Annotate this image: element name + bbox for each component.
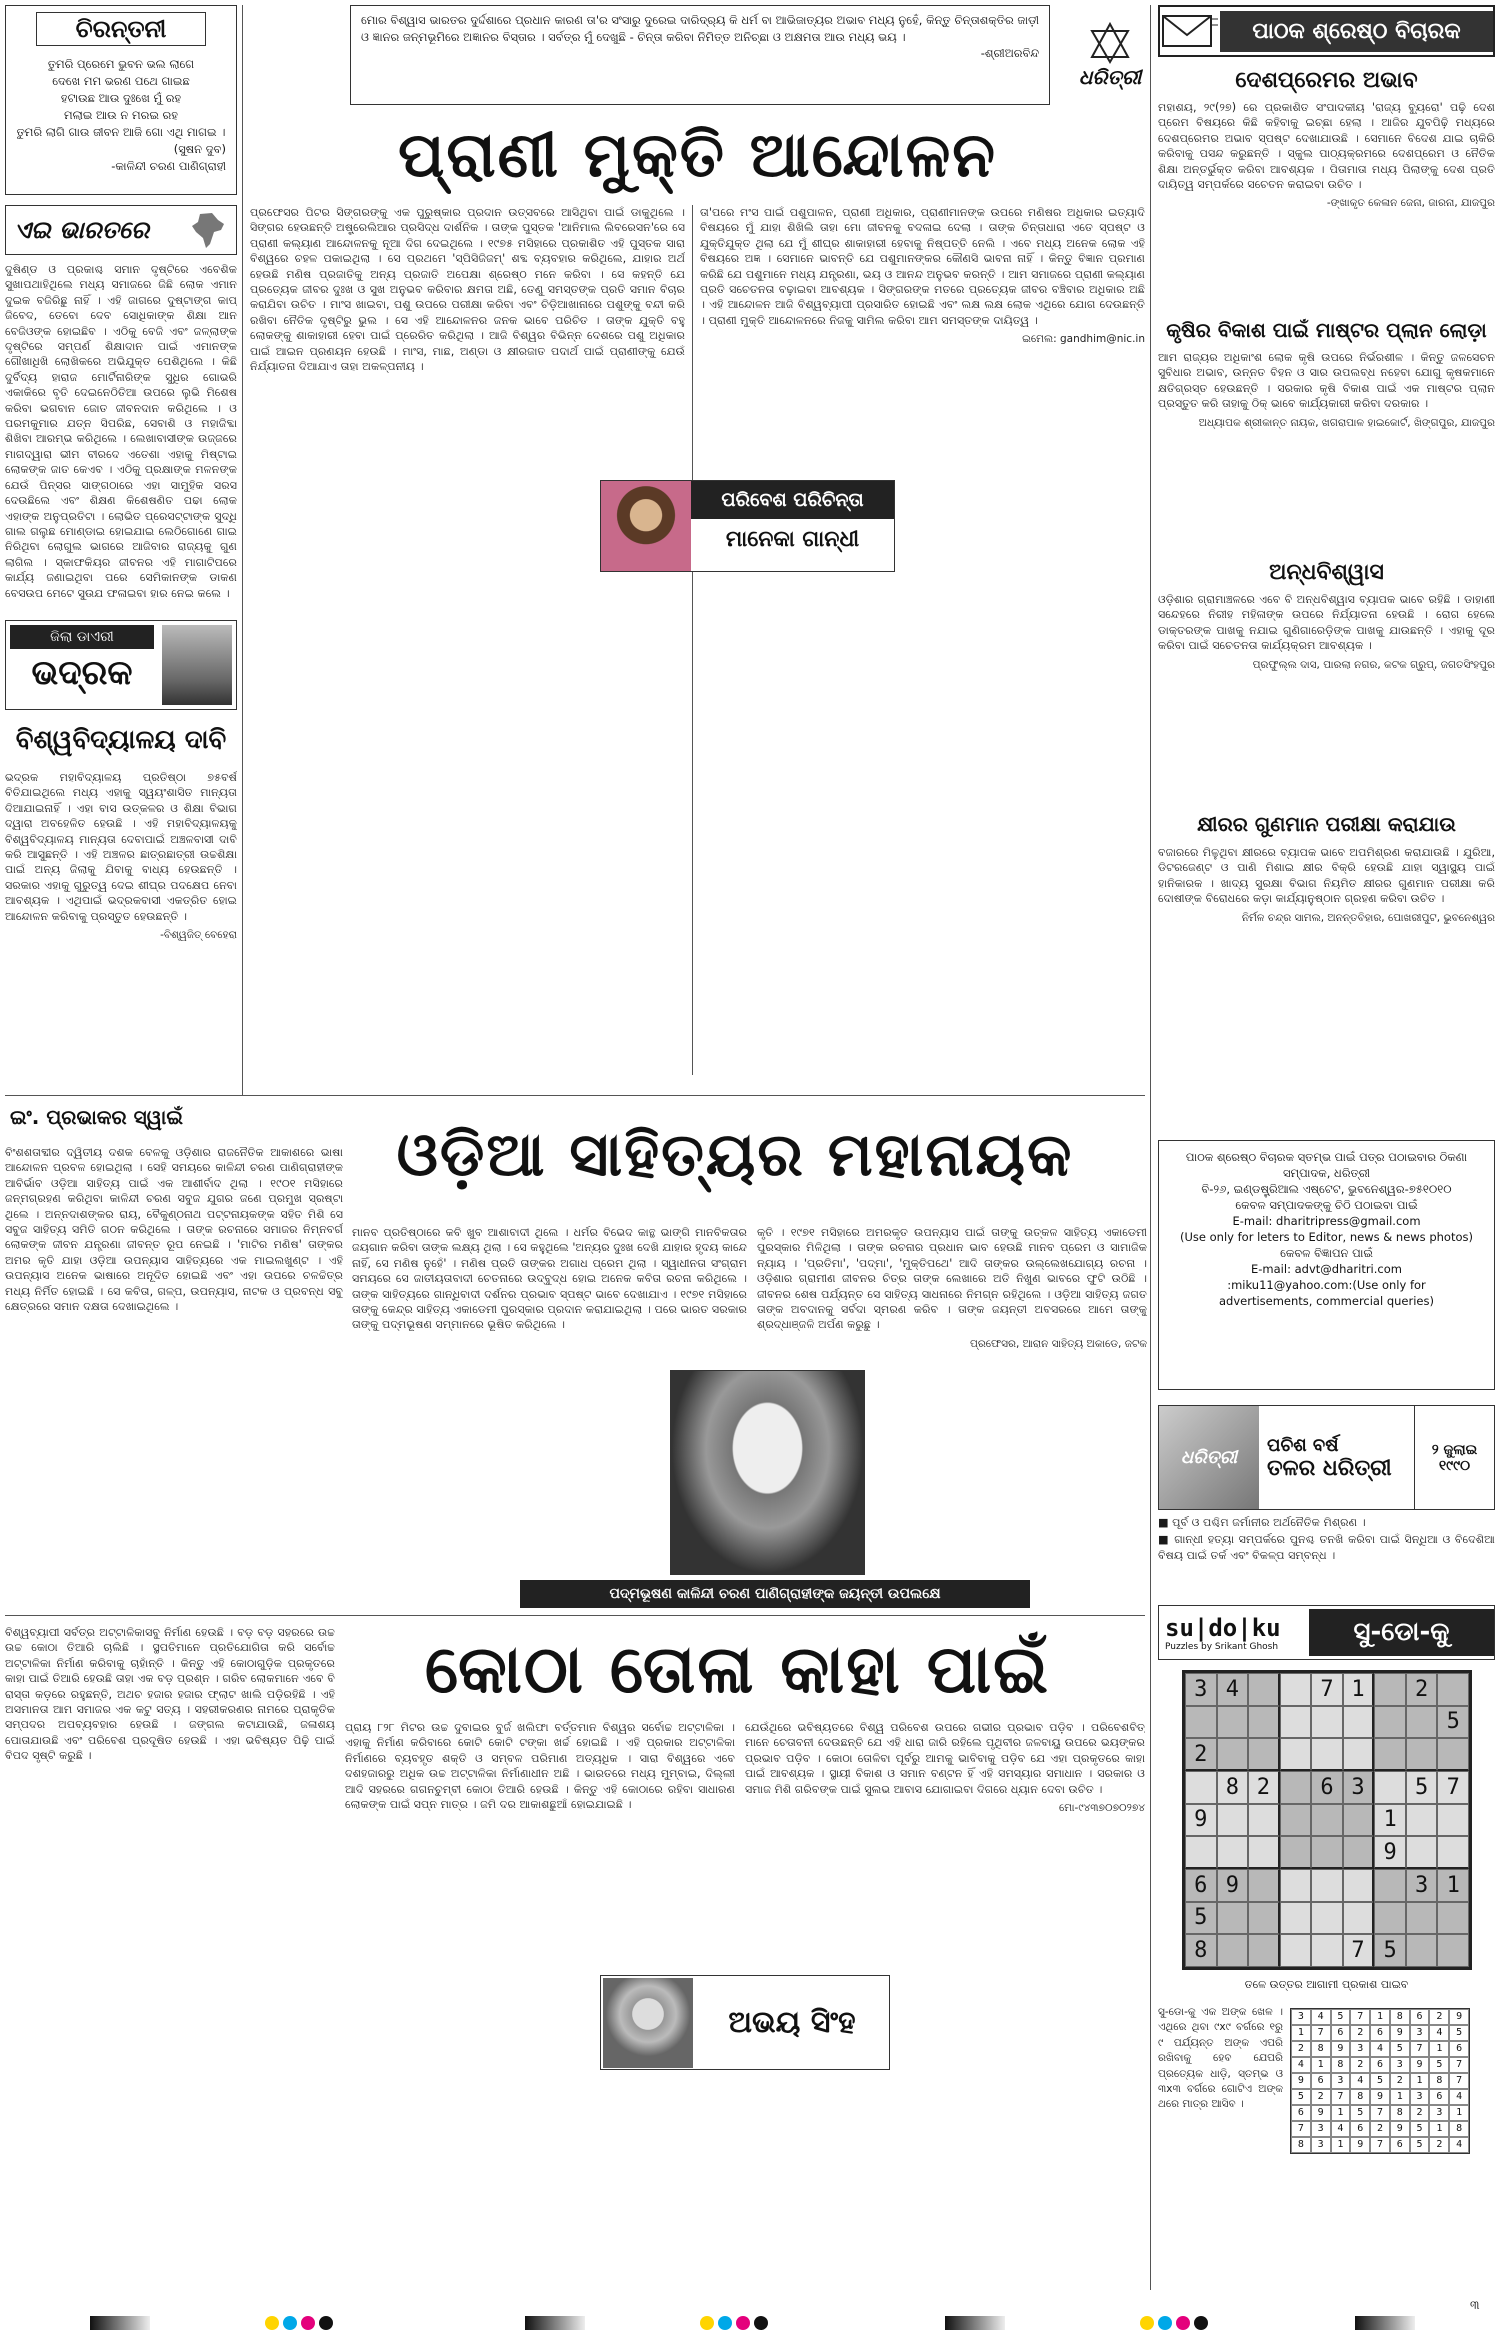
sudoku-cell[interactable]: 7: [1311, 1673, 1343, 1706]
solution-cell: 1: [1331, 2137, 1351, 2153]
solution-cell: 9: [1410, 2057, 1430, 2073]
reader-title: ପାଠକ ଶ୍ରେଷ୍ଠ ବିଚାରକ: [1220, 11, 1493, 52]
quote-text: ମୋର ବିଶ୍ୱାସ ଭାରତର ଦୁର୍ଦ୍ଦଶାରେ ପ୍ରଧାନ କାରଣ ତା'ର ସଂସାରୁ ଦୁରେଇ ଦାରିଦ୍ର୍ୟ କି ଧର୍ମ ବା ଆଭିଜାତ୍ୟର ଅଭାବ ମଧ୍ୟ ନୁହେଁ, କିନ୍ତୁ ଚିନ୍ତାଶକ୍ତିର ଜାଡ଼ୀ ଓ ଜ୍ଞାନର ଜନ୍ମଭୂମିରେ ଅଜ୍ଞାନର ବିସ୍ତାର । ସର୍ବତ୍ର ମୁଁ ଦେଖୁଛି - ଚିନ୍ତା କରିବା ନିମିତ୍ତ ଅନିଚ୍ଛା ଓ ଅକ୍ଷମତା ଆଉ ମଧ୍ୟ ଭୟ ।: [361, 13, 1039, 44]
sudoku-cell[interactable]: [1437, 1934, 1469, 1967]
chirantani-title: ଚିରନ୍ତନୀ: [36, 12, 206, 46]
letter3-text: [1158, 592, 1495, 802]
sudoku-cell[interactable]: [1217, 1738, 1249, 1771]
sudoku-cell[interactable]: [1280, 1738, 1312, 1771]
solution-cell: 5: [1429, 2057, 1449, 2073]
letter1-text: [1158, 100, 1495, 310]
star-icon: [1088, 21, 1132, 65]
solution-cell: 2: [1350, 2025, 1370, 2041]
solution-cell: 3: [1311, 2137, 1331, 2153]
contact-line: ପାଠକ ଶ୍ରେଷ୍ଠ ବିଚାରକ ସ୍ତମ୍ଭ ପାଇଁ ପତ୍ର ପଠାଇବାର ଠିକଣା: [1185, 1150, 1468, 1164]
letter4-head: କ୍ଷୀରର ଗୁଣମାନ ପରୀକ୍ଷା କରାଯାଉ: [1197, 812, 1456, 836]
sudoku-cell[interactable]: [1311, 1738, 1343, 1771]
solution-cell: 2: [1350, 2057, 1370, 2073]
sudoku-cell[interactable]: [1311, 1836, 1343, 1869]
contact-line: (Use only for leters to Editor, news & news photos): [1180, 1230, 1473, 1244]
solution-cell: 6: [1350, 2121, 1370, 2137]
solution-cell: 9: [1311, 2105, 1331, 2121]
zilla-sig: -ବିଶ୍ୱଜିତ୍ ବେହେରା: [160, 929, 237, 942]
sudoku-cell[interactable]: [1248, 1706, 1280, 1739]
sudoku-cell[interactable]: [1311, 1706, 1343, 1739]
registration-mark: [283, 2316, 297, 2330]
poem-line: ହଟାଉଛ ଆଉ ଦୁଃଖେ ମୁଁ ରହ: [60, 91, 182, 105]
registration-bar: [1355, 2316, 1415, 2330]
solution-cell: 4: [1449, 2089, 1469, 2105]
letter2-head: କୃଷିର ବିକାଶ ପାଇଁ ମାଷ୍ଟର ପ୍ଲାନ ଲୋଡ଼ା: [1166, 318, 1487, 342]
bottom-col1: [5, 1625, 335, 2285]
sudoku-cell[interactable]: 9: [1217, 1869, 1249, 1902]
masthead-logo: [1060, 5, 1160, 105]
solution-cell: 8: [1390, 2105, 1410, 2121]
anniversary-item: ■ ପୂର୍ବ ଓ ପଶ୍ଚିମ ଜର୍ମାନୀର ଅର୍ଥନୈତିକ ମିଶ୍ରଣ ।: [1158, 1516, 1366, 1529]
solution-cell: 8: [1390, 2009, 1410, 2025]
sudoku-grid: [1182, 1670, 1472, 1970]
registration-mark: [1176, 2316, 1190, 2330]
solution-cell: 7: [1370, 2105, 1390, 2121]
india-map-icon: [188, 210, 228, 250]
sudoku-cell[interactable]: 8: [1185, 1934, 1217, 1967]
editorial-author: ମାନେକା ଗାନ୍ଧୀ: [725, 527, 860, 552]
quote-box: [350, 5, 1050, 105]
feature-author: ଇଂ. ପ୍ରଭାକର ସ୍ୱାଇଁ: [10, 1105, 184, 1129]
solution-cell: 7: [1331, 2089, 1351, 2105]
poem-line: ତୁମରି ପ୍ରେମେ ଭୁବନ ଭଲ ଲାଗେ: [47, 57, 195, 71]
solution-cell: 7: [1370, 2137, 1390, 2153]
registration-mark: [754, 2316, 768, 2330]
solution-cell: 5: [1390, 2041, 1410, 2057]
solution-cell: 5: [1291, 2089, 1311, 2105]
sudoku-cell[interactable]: [1437, 1673, 1469, 1706]
letter2-body: ଆମ ରାଜ୍ୟର ଅଧିକାଂଶ ଲୋକ କୃଷି ଉପରେ ନିର୍ଭରଶୀଳ । କିନ୍ତୁ ଜଳସେଚନ ସୁବିଧାର ଅଭାବ, ଉନ୍ନତ ବିହନ ଓ ସାର ଉପଲବ୍ଧ ନହେବା ଯୋଗୁ କୃଷକମାନେ କ୍ଷତିଗ୍ରସ୍ତ ହେଉଛନ୍ତି । ସରକାର କୃଷି ବିକାଶ ପାଇଁ ଏକ ମାଷ୍ଟର ପ୍ଲାନ ପ୍ରସ୍ତୁତ କରି ତାହାକୁ ଠିକ୍ ଭାବେ କାର୍ଯ୍ୟକାରୀ କରିବା ଦରକାର ।: [1158, 351, 1495, 411]
solution-cell: 9: [1331, 2041, 1351, 2057]
sudoku-cell[interactable]: 7: [1437, 1771, 1469, 1804]
sudoku-howto: [1158, 2005, 1283, 2285]
solution-cell: 4: [1370, 2041, 1390, 2057]
sudoku-title: ସୁ-ଡୋ-କୁ: [1309, 1609, 1494, 1656]
advt-email-2[interactable]: :miku11@yahoo.com:(Use only for: [1227, 1278, 1426, 1292]
solution-cell: 1: [1370, 2009, 1390, 2025]
sudoku-cell[interactable]: [1280, 1673, 1312, 1706]
ei-bharat-text: [5, 262, 237, 612]
sudoku-cell[interactable]: [1185, 1771, 1217, 1804]
sudoku-cell[interactable]: [1280, 1836, 1312, 1869]
solution-cell: 6: [1370, 2025, 1390, 2041]
solution-cell: 6: [1311, 2073, 1331, 2089]
solution-cell: 9: [1291, 2073, 1311, 2089]
solution-cell: 4: [1350, 2073, 1370, 2089]
sudoku-cell[interactable]: [1280, 1771, 1312, 1804]
letter4-body: ବଜାରରେ ମିଳୁଥିବା କ୍ଷୀରରେ ବ୍ୟାପକ ଭାବେ ଅପମିଶ୍ରଣ କରାଯାଉଛି । ଯୁରିଆ, ଡିଟରଜେଣ୍ଟ ଓ ପାଣି ମିଶାଇ କ୍ଷୀର ବିକ୍ରି ହେଉଛି ଯାହା ସ୍ୱାସ୍ଥ୍ୟ ପାଇଁ ହାନିକାରକ । ଖାଦ୍ୟ ସୁରକ୍ଷା ବିଭାଗ ନିୟମିତ କ୍ଷୀରର ଗୁଣମାନ ପରୀକ୍ଷା କରି ଦୋଷୀଙ୍କ ବିରୋଧରେ କଡ଼ା କାର୍ଯ୍ୟାନୁଷ୍ଠାନ ଗ୍ରହଣ କରିବା ଉଚିତ ।: [1158, 846, 1495, 906]
anniversary-item-text: ଗାନ୍ଧୀ ହତ୍ୟା ସମ୍ପର୍କରେ ପୁନଶ୍ଚ ତନଖି କରିବା ପାଇଁ ସିନ୍ଧିଆ ଓ ବିଦେଶିଆ ବିଷୟ ପାଇଁ ତର୍କ ଏବଂ ବିକଳ୍ପ ସମ୍ବନ୍ଧ ।: [1158, 1533, 1495, 1562]
solution-cell: 4: [1311, 2009, 1331, 2025]
sudoku-cell[interactable]: [1248, 1934, 1280, 1967]
sudoku-cell[interactable]: 4: [1217, 1673, 1249, 1706]
registration-mark: [265, 2316, 279, 2330]
contact-line: ସମ୍ପାଦକ, ଧରିତ୍ରୀ: [1283, 1166, 1370, 1180]
solution-cell: 3: [1331, 2073, 1351, 2089]
sudoku-cell[interactable]: [1280, 1804, 1312, 1837]
solution-cell: 8: [1350, 2089, 1370, 2105]
sudoku-cell[interactable]: [1437, 1902, 1469, 1935]
anniversary-t2: ତଳର ଧରିତ୍ରୀ: [1267, 1455, 1392, 1481]
letter1-sig: -ଙ୍ଖାକୃତ କେଳାନ ଜେନା, ଜାରନା, ଯାଜପୁର: [1326, 197, 1495, 210]
solution-cell: 7: [1449, 2073, 1469, 2089]
sudoku-cell[interactable]: [1280, 1706, 1312, 1739]
solution-cell: 2: [1429, 2137, 1449, 2153]
solution-cell: 4: [1291, 2057, 1311, 2073]
sudoku-cell[interactable]: [1437, 1738, 1469, 1771]
sudoku-cell[interactable]: [1374, 1706, 1406, 1739]
letter2-sig: ଅଧ୍ୟାପକ ଶ୍ରୀକାନ୍ତ ନାୟକ, ଖଗରାପାଳ ହାଇକୋର୍ଟ, ଖିଙ୍ଗପୁର, ଯାଜପୁର: [1198, 416, 1495, 429]
bottom-headline: କୋଠା ତୋଳା କାହା ପାଇଁ: [424, 1630, 1051, 1708]
anniversary-box: [1158, 1405, 1495, 1510]
poem-author: -କାଳିନ୍ଦୀ ଚରଣ ପାଣିଗ୍ରାହୀ: [111, 159, 226, 173]
sudoku-cell[interactable]: 2: [1248, 1771, 1280, 1804]
solution-cell: 4: [1331, 2121, 1351, 2137]
sudoku-cell[interactable]: [1185, 1836, 1217, 1869]
solution-cell: 3: [1429, 2105, 1449, 2121]
sudoku-cell[interactable]: [1248, 1804, 1280, 1837]
sudoku-cell[interactable]: [1343, 1804, 1375, 1837]
feature-headline: ଓଡ଼ିଆ ସାହିତ୍ୟର ମହାନାୟକ: [396, 1120, 1074, 1190]
sudoku-cell[interactable]: 2: [1185, 1738, 1217, 1771]
solution-cell: 5: [1449, 2025, 1469, 2041]
sudoku-cell[interactable]: 1: [1343, 1673, 1375, 1706]
quote-author: -ଶ୍ରୀଅରବିନ୍ଦ: [980, 46, 1039, 60]
sudoku-cell[interactable]: 3: [1406, 1869, 1438, 1902]
solution-cell: 2: [1291, 2041, 1311, 2057]
zilla-diary-box: [5, 620, 237, 710]
solution-cell: 3: [1311, 2121, 1331, 2137]
letter4-text: [1158, 845, 1495, 1135]
editorial-email-value[interactable]: gandhim@nic.in: [1060, 333, 1145, 346]
editorial-headline: ପ୍ରାଣୀ ମୁକ୍ତି ଆନ୍ଦୋଳନ: [397, 118, 998, 191]
sudoku-solution-grid: [1290, 2008, 1470, 2154]
sudoku-cell[interactable]: 5: [1437, 1706, 1469, 1739]
sudoku-cell[interactable]: 5: [1185, 1902, 1217, 1935]
contact-line: କେବଳ ସମ୍ପାଦକଙ୍କୁ ଚିଠି ପଠାଇବା ପାଇଁ: [1235, 1198, 1418, 1212]
bottom-sig: ମୋ-୯୪୩୭୦୭୦୨୭୪: [1059, 1802, 1145, 1815]
registration-mark: [301, 2316, 315, 2330]
solution-cell: 3: [1350, 2041, 1370, 2057]
sudoku-answer-note: ତଳେ ଉତ୍ତର ଆଗାମୀ ପ୍ରକାଶ ପାଇବ: [1244, 1978, 1409, 1991]
sudoku-cell[interactable]: [1374, 1771, 1406, 1804]
poem-line: ଦେଖେ ମମ ଭରଣ ପଥେ ଗାଇଛ: [52, 74, 190, 88]
sudoku-cell[interactable]: 6: [1311, 1771, 1343, 1804]
registration-mark: [1158, 2316, 1172, 2330]
sudoku-cell[interactable]: [1248, 1836, 1280, 1869]
editor-email[interactable]: E-mail: dharitripress@gmail.com: [1232, 1214, 1421, 1228]
sudoku-cell[interactable]: [1217, 1706, 1249, 1739]
editorial-col1-text: ପ୍ରଫେସର ପିଟର ସିଙ୍ଗରଙ୍କୁ ଏକ ପୁରୁଷ୍କାର ପ୍ରଦାନ ଉତ୍ସବରେ ଆସିଥିବା ପାଇଁ ଡାକୁଥିଲେ । ସିଙ୍ଗର ହେଉଛନ୍ତି ଅଷ୍ଟ୍ରେଲିଆର ପ୍ରସିଦ୍ଧ ଦାର୍ଶନିକ । ତାଙ୍କ ପୁସ୍ତକ 'ଆନିମାଲ ଲିବରେସନ'ରେ ସେ ପ୍ରାଣୀ କଲ୍ୟାଣ ଆନ୍ଦୋଳନକୁ ନୂଆ ଦିଗ ଦେଇଥିଲେ । ୧୯୭୫ ମସିହାରେ ପ୍ରକାଶିତ ଏହି ପୁସ୍ତକ ସାରା ବିଶ୍ୱରେ ଚହଳ ପକାଇଥିଲା । ସେ ପ୍ରଥମେ 'ସ୍ପିସିଜିଜମ୍' ଶବ୍ଦ ବ୍ୟବହାର କରିଥିଲେ, ଯାହାର ଅର୍ଥ ହେଉଛି ମଣିଷ ପ୍ରଜାତିକୁ ଅନ୍ୟ ପ୍ରଜାତି ଅପେକ୍ଷା ଶ୍ରେଷ୍ଠ ମନେ କରିବା । ସେ କହନ୍ତି ଯେ ପ୍ରତ୍ୟେକ ଜୀବର ଦୁଃଖ ଓ ସୁଖ ଅନୁଭବ କରିବାର କ୍ଷମତା ଅଛି, ତେଣୁ ସମସ୍ତଙ୍କ ପ୍ରତି ସମାନ ବିଚାର କରାଯିବା ଉଚିତ । ମାଂସ ଖାଇବା, ପଶୁ ଉପରେ ପରୀକ୍ଷା କରିବା ଏବଂ ଚିଡ଼ିଆଖାନାରେ ପଶୁଙ୍କୁ ବନ୍ଦୀ କରି ରଖିବା ନୈତିକ ଦୃଷ୍ଟିରୁ ଭୁଲ । ସେ ଏହି ଆନ୍ଦୋଳନର ଜନକ ଭାବେ ପରିଚିତ । ତାଙ୍କ ଯୁକ୍ତି ବହୁ ଲୋକଙ୍କୁ ଶାକାହାରୀ ହେବା ପାଇଁ ପ୍ରେରିତ କରିଥିଲା । ଆଜି ବିଶ୍ୱର ବିଭିନ୍ନ ଦେଶରେ ପଶୁ ଅଧିକାର ପାଇଁ ଆଇନ ପ୍ରଣୟନ ହେଉଛି । ମାଂସ, ମାଛ, ଅଣ୍ଡା ଓ କ୍ଷୀରଜାତ ପଦାର୍ଥ ପାଇଁ ପ୍ରାଣୀଙ୍କୁ ଯେଉଁ ନିର୍ଯ୍ୟାତନା ଦିଆଯାଏ ତାହା ଅକଳ୍ପନୀୟ ।: [250, 206, 685, 374]
solution-cell: 7: [1350, 2009, 1370, 2025]
solution-cell: 5: [1410, 2137, 1430, 2153]
sudoku-cell[interactable]: 9: [1374, 1836, 1406, 1869]
sudoku-cell[interactable]: [1343, 1706, 1375, 1739]
sudoku-cell[interactable]: 5: [1406, 1771, 1438, 1804]
solution-cell: 7: [1311, 2025, 1331, 2041]
sudoku-cell[interactable]: [1374, 1738, 1406, 1771]
registration-mark: [736, 2316, 750, 2330]
solution-cell: 6: [1370, 2057, 1390, 2073]
anniversary-brand: [1159, 1406, 1259, 1509]
contact-line: advertisements, commercial queries): [1219, 1294, 1434, 1308]
letter1-head: ଦେଶପ୍ରେମର ଅଭାବ: [1235, 68, 1418, 93]
solution-cell: 6: [1410, 2009, 1430, 2025]
contact-line: କେବଳ ବିଜ୍ଞାପନ ପାଇଁ: [1280, 1246, 1373, 1260]
solution-cell: 1: [1311, 2057, 1331, 2073]
solution-cell: 6: [1291, 2105, 1311, 2121]
poem-line: ତୁମରି ଲାଗି ଗାଉ ଜୀବନ ଆଜି ଗୋ ଏଥି ମାଗଇ ।: [16, 125, 226, 139]
solution-cell: 4: [1429, 2025, 1449, 2041]
solution-cell: 5: [1370, 2073, 1390, 2089]
solution-cell: 1: [1291, 2025, 1311, 2041]
solution-cell: 3: [1291, 2009, 1311, 2025]
solution-cell: 9: [1449, 2009, 1469, 2025]
sudoku-byline: Puzzles by Srikant Ghosh: [1165, 1641, 1279, 1652]
anniversary-brand-text: ଧରିତ୍ରୀ: [1180, 1447, 1238, 1468]
sudoku-cell[interactable]: [1217, 1804, 1249, 1837]
solution-cell: 1: [1449, 2105, 1469, 2121]
sudoku-cell[interactable]: [1374, 1902, 1406, 1935]
sudoku-cell[interactable]: 8: [1217, 1771, 1249, 1804]
sudoku-cell[interactable]: [1437, 1836, 1469, 1869]
editorial-col2-text: ତା'ପରେ ମଂସ ପାଇଁ ପଶୁପାଳନ, ପ୍ରାଣୀ ଅଧିକାର, ପ୍ରାଣୀମାନଙ୍କ ଉପରେ ମଣିଷର ଅଧିକାର ଇତ୍ୟାଦି ବିଷୟରେ ମୁଁ ଯାହା ଶିଖିଲି ତାହା ମୋ ଜୀବନକୁ ବଦଳାଇ ଦେଲା । ତାଙ୍କ ଚିନ୍ତାଧାରା ଏତେ ସ୍ପଷ୍ଟ ଓ ଯୁକ୍ତିଯୁକ୍ତ ଥିଲା ଯେ ମୁଁ ଶୀଘ୍ର ଶାକାହାରୀ ହେବାକୁ ନିଷ୍ପତ୍ତି ନେଲି । ଏବେ ମଧ୍ୟ ଅନେକ ଲୋକ ଏହି ବିଷୟରେ ଅଜ୍ଞ । ସେମାନେ ଭାବନ୍ତି ଯେ ପଶୁମାନଙ୍କର କୌଣସି ଭାବନା ନାହିଁ । କିନ୍ତୁ ବିଜ୍ଞାନ ପ୍ରମାଣ କରିଛି ଯେ ପଶୁମାନେ ମଧ୍ୟ ଯନ୍ତ୍ରଣା, ଭୟ ଓ ଆନନ୍ଦ ଅନୁଭବ କରନ୍ତି । ଆମ ସମାଜରେ ପ୍ରାଣୀ କଲ୍ୟାଣ ପ୍ରତି ସଚେତନତା ବଢ଼ାଇବା ଆବଶ୍ୟକ । ସିଙ୍ଗରଙ୍କ ମତରେ ପ୍ରତ୍ୟେକ ଜୀବର ବଞ୍ଚିବାର ଅଧିକାର ଅଛି । ଏହି ଆନ୍ଦୋଳନ ଆଜି ବିଶ୍ୱବ୍ୟାପୀ ପ୍ରସାରିତ ହୋଇଛି ଏବଂ ଲକ୍ଷ ଲକ୍ଷ ଲୋକ ଏଥିରେ ଯୋଗ ଦେଉଛନ୍ତି । ପ୍ରାଣୀ ମୁକ୍ତି ଆନ୍ଦୋଳନରେ ନିଜକୁ ସାମିଲ କରିବା ଆମ ସମସ୍ତଙ୍କ ଦାୟିତ୍ୱ ।: [700, 206, 1145, 327]
advt-email[interactable]: E-mail: advt@dharitri.com: [1251, 1262, 1402, 1276]
solution-cell: 1: [1390, 2089, 1410, 2105]
envelope-icon: [1160, 11, 1220, 51]
sudoku-cell[interactable]: [1343, 1869, 1375, 1902]
author-photo: [601, 481, 691, 571]
solution-cell: 2: [1410, 2105, 1430, 2121]
sudoku-cell[interactable]: [1311, 1804, 1343, 1837]
sudoku-cell[interactable]: [1217, 1836, 1249, 1869]
sudoku-cell[interactable]: [1437, 1804, 1469, 1837]
solution-cell: 8: [1291, 2137, 1311, 2153]
letter3-body: ଓଡ଼ିଶାର ଗ୍ରାମାଞ୍ଚଳରେ ଏବେ ବି ଅନ୍ଧବିଶ୍ୱାସ ବ୍ୟାପକ ଭାବେ ରହିଛି । ଡାହାଣୀ ସନ୍ଦେହରେ ନିରୀହ ମହିଳାଙ୍କ ଉପରେ ନିର୍ଯ୍ୟାତନା ହେଉଛି । ରୋଗ ହେଲେ ଡାକ୍ତରଙ୍କ ପାଖକୁ ନଯାଇ ଗୁଣିଗାରେଡ଼ିଙ୍କ ପାଖକୁ ଯାଉଛନ୍ତି । ଏହାକୁ ଦୂର କରିବା ପାଇଁ ସଚେତନତା କାର୍ଯ୍ୟକ୍ରମ ଆବଶ୍ୟକ ।: [1158, 593, 1495, 653]
feature-sig: ପ୍ରଫେସର, ଆରାନ ସାହିତ୍ୟ ଅକାଡେ, ଜଟକ: [969, 1337, 1147, 1350]
poem-line: ମଲାଇ ଆଉ ନ ମରଇ ରହ: [64, 108, 178, 122]
solution-cell: 1: [1429, 2121, 1449, 2137]
sudoku-cell[interactable]: 3: [1343, 1771, 1375, 1804]
editorial-col2: [700, 205, 1145, 1075]
anniversary-item: ■ ଗାନ୍ଧୀ ହତ୍ୟା ସମ୍ପର୍କରେ ପୁନଶ୍ଚ ତନଖି କରିବା ପାଇଁ ସିନ୍ଧିଆ ଓ ବିଦେଶିଆ ବିଷୟ ପାଇଁ ତର୍କ ଏବଂ ବିକଳ୍ପ ସମ୍ବନ୍ଧ ।: [1158, 1533, 1495, 1562]
temple-photo: [162, 625, 232, 705]
solution-cell: 6: [1429, 2089, 1449, 2105]
poem-attribution: (ସୁଷନ ଦୁବ): [173, 142, 226, 156]
reader-header: [1158, 5, 1495, 57]
district-name: ଭଦ୍ରକ: [31, 653, 133, 693]
solution-cell: 5: [1410, 2121, 1430, 2137]
solution-cell: 1: [1410, 2073, 1430, 2089]
sudoku-header: [1158, 1605, 1495, 1660]
editorial-email: ଇମେଲ: gandhim@nic.in: [1022, 333, 1145, 346]
sudoku-cell[interactable]: 2: [1406, 1673, 1438, 1706]
solution-cell: 1: [1429, 2041, 1449, 2057]
letter2-text: [1158, 350, 1495, 550]
solution-cell: 4: [1449, 2137, 1469, 2153]
editorial-col1: [250, 205, 685, 1075]
column-badge: [600, 480, 895, 572]
registration-mark: [718, 2316, 732, 2330]
letter3-sig: ପ୍ରଫୁଲ୍ଲ ଦାସ, ପାରଲା ନଗର, କଟକ ଗ୍ରୁପ୍, ଜଗତସିଂହପୁର: [1252, 658, 1495, 671]
solution-cell: 5: [1350, 2105, 1370, 2121]
sudoku-cell[interactable]: [1248, 1673, 1280, 1706]
masthead-brand: ଧରିତ୍ରୀ: [1078, 65, 1142, 89]
sudoku-cell[interactable]: [1406, 1836, 1438, 1869]
sudoku-cell[interactable]: [1280, 1934, 1312, 1967]
solution-cell: 6: [1390, 2137, 1410, 2153]
sudoku-cell[interactable]: [1280, 1902, 1312, 1935]
sudoku-cell[interactable]: [1280, 1869, 1312, 1902]
solution-cell: 6: [1331, 2025, 1351, 2041]
sudoku-cell[interactable]: [1374, 1673, 1406, 1706]
sudoku-cell[interactable]: 1: [1437, 1869, 1469, 1902]
registration-mark: [319, 2316, 333, 2330]
sudoku-cell[interactable]: [1406, 1804, 1438, 1837]
bottom-col1-text: ବିଶ୍ୱବ୍ୟାପୀ ସର୍ବତ୍ର ଅଟ୍ଟାଳିକାସବୁ ନିର୍ମାଣ ହେଉଛି । ବଡ଼ ବଡ଼ ସହରରେ ଉଚ୍ଚ ଉଚ୍ଚ କୋଠା ତିଆରି ଚାଲିଛି । ସ୍ଥପତିମାନେ ପ୍ରତିଯୋଗିତା କରି ସର୍ବୋଚ୍ଚ ଅଟ୍ଟାଳିକା ନିର୍ମାଣ କରିବାକୁ ଚାହାଁନ୍ତି । କିନ୍ତୁ ଏହି କୋଠାଗୁଡ଼ିକ ପ୍ରକୃତରେ କାହା ପାଇଁ ତିଆରି ହେଉଛି ତାହା ଏକ ବଡ଼ ପ୍ରଶ୍ନ । ଗରିବ ଲୋକମାନେ ଏବେ ବି ରାସ୍ତା କଡ଼ରେ ରହୁଛନ୍ତି, ଅଥଚ ହଜାର ହଜାର ଫ୍ଲାଟ ଖାଲି ପଡ଼ିରହିଛି । ଏହି ଅସମାନତା ଆମ ସମାଜର ଏକ କଟୁ ସତ୍ୟ । ସହରୀକରଣର ନାମରେ ପ୍ରାକୃତିକ ସମ୍ପଦର ଅପବ୍ୟବହାର ହେଉଛି । ଜଙ୍ଗଲ କଟାଯାଉଛି, ଜଳାଶୟ ପୋତାଯାଉଛି ଏବଂ ପରିବେଶ ପ୍ରଦୂଷିତ ହେଉଛି । ଏହା ଭବିଷ୍ୟତ ପିଢ଼ି ପାଇଁ ବିପଦ ସୃଷ୍ଟି କରୁଛି ।: [5, 1626, 335, 1763]
registration-mark: [1194, 2316, 1208, 2330]
page-number: ୩: [1470, 2298, 1480, 2312]
contact-line: ବି-୨୬, ଇଣ୍ଡଷ୍ଟ୍ରିଆଲ ଏଷ୍ଟେଟ, ଭୁବନେଶ୍ୱର-୭୫୧୦୧୦: [1201, 1182, 1452, 1196]
sudoku-cell[interactable]: [1248, 1902, 1280, 1935]
solution-cell: 3: [1410, 2089, 1430, 2105]
solution-cell: 7: [1291, 2121, 1311, 2137]
solution-cell: 3: [1390, 2057, 1410, 2073]
solution-cell: 9: [1390, 2121, 1410, 2137]
contact-box: [1158, 1140, 1495, 1390]
sudoku-cell[interactable]: [1343, 1836, 1375, 1869]
bottom-author: ଅଭୟ ସିଂହ: [728, 2005, 856, 2040]
sudoku-logo: su|do|ku: [1165, 1613, 1281, 1642]
sudoku-cell[interactable]: [1311, 1869, 1343, 1902]
sudoku-cell[interactable]: [1217, 1934, 1249, 1967]
solution-cell: 1: [1331, 2105, 1351, 2121]
letter4-sig: ନିର୍ମଳ ଚନ୍ଦ୍ର ସାମଲ, ଅନନ୍ତବିହାର, ପୋଖରୀପୁଟ, ଭୁବନେଶ୍ୱର: [1241, 911, 1495, 924]
sudoku-cell[interactable]: [1343, 1902, 1375, 1935]
solution-cell: 2: [1429, 2009, 1449, 2025]
sudoku-cell[interactable]: [1406, 1738, 1438, 1771]
solution-cell: 8: [1311, 2041, 1331, 2057]
registration-bar: [90, 2316, 150, 2330]
solution-cell: 7: [1449, 2057, 1469, 2073]
feature-col2-text: ମାନବ ପ୍ରତିଷ୍ଠାରେ କବି ଖୁବ ଆଶାବାଦୀ ଥିଲେ । ଧର୍ମର ବିଭେଦ କାନ୍ଥ ଭାଙ୍ଗି ମାନବିକତାର ଜୟଗାନ କରିବା ତାଙ୍କ ଲକ୍ଷ୍ୟ ଥିଲା । ସେ କହୁଥିଲେ 'ଅନ୍ୟର ଦୁଃଖ ଦେଖି ଯାହାର ହୃଦୟ କାନ୍ଦେ ନାହିଁ, ସେ ମଣିଷ ନୁହେଁ' । ମଣିଷ ପ୍ରତି ତାଙ୍କର ଅଗାଧ ପ୍ରେମ ଥିଲା । ସ୍ୱାଧୀନତା ସଂଗ୍ରାମ ସମୟରେ ସେ ଜାତୀୟତାବାଦୀ ଚେତନାରେ ଉଦ୍ବୁଦ୍ଧ ହୋଇ ଅନେକ କବିତା ରଚନା କରିଥିଲେ । ତାଙ୍କ ସାହିତ୍ୟରେ ଗାନ୍ଧିବାଦୀ ଦର୍ଶନର ପ୍ରଭାବ ସ୍ପଷ୍ଟ ଭାବେ ଦେଖାଯାଏ । ୧୯୭୧ ମସିହାରେ ତାଙ୍କୁ କେନ୍ଦ୍ର ସାହିତ୍ୟ ଏକାଡେମୀ ପୁରସ୍କାର ପ୍ରଦାନ କରାଯାଇଥିଲା । ପରେ ଭାରତ ସରକାର ତାଙ୍କୁ ପଦ୍ମଭୂଷଣ ସମ୍ମାନରେ ଭୂଷିତ କରିଥିଲେ ।: [352, 1226, 747, 1332]
solution-cell: 7: [1410, 2041, 1430, 2057]
solution-cell: 8: [1449, 2121, 1469, 2137]
anniversary-items: [1158, 1515, 1495, 1595]
sudoku-cell[interactable]: 3: [1185, 1673, 1217, 1706]
sudoku-cell[interactable]: [1185, 1706, 1217, 1739]
zilla-headline: ବିଶ୍ୱବିଦ୍ୟାଳୟ ଦାବି: [15, 725, 227, 755]
sudoku-cell[interactable]: [1406, 1706, 1438, 1739]
feature-col1-text: ବିଂଶଶତାବ୍ଦୀର ଦ୍ୱିତୀୟ ଦଶକ ବେଳକୁ ଓଡ଼ିଶାର ରାଜନୈତିକ ଆକାଶରେ ଭାଷା ଆନ୍ଦୋଳନ ପ୍ରବଳ ହୋଇଥିଲା । ସେହି ସମୟରେ କାଳିନ୍ଦୀ ଚରଣ ପାଣିଗ୍ରାହୀଙ୍କ ଆବିର୍ଭାବ ଓଡ଼ିଆ ସାହିତ୍ୟ ପାଇଁ ଏକ ଆଶୀର୍ବାଦ ଥିଲା । ୧୯୦୧ ମସିହାରେ ଜନ୍ମଗ୍ରହଣ କରିଥିବା କାଳିନ୍ଦୀ ଚରଣ ସବୁଜ ଯୁଗର ଜଣେ ପ୍ରମୁଖ ସ୍ରଷ୍ଟା ଥିଲେ । ଅନ୍ନଦାଶଙ୍କର ରାୟ, ବୈକୁଣ୍ଠନାଥ ପଟ୍ଟନାୟକଙ୍କ ସହିତ ମିଶି ସେ ସବୁଜ ସାହିତ୍ୟ ସମିତି ଗଠନ କରିଥିଲେ । ତାଙ୍କ ରଚନାରେ ସମାଜର ନିମ୍ନବର୍ଗ ଲୋକଙ୍କ ଜୀବନ ଯନ୍ତ୍ରଣା ଜୀବନ୍ତ ରୂପ ନେଇଛି । 'ମାଟିର ମଣିଷ' ତାଙ୍କର ଅମର କୃତି ଯାହା ଓଡ଼ିଆ ଉପନ୍ୟାସ ସାହିତ୍ୟରେ ଏକ ମାଇଲଖୁଣ୍ଟ । ଏହି ଉପନ୍ୟାସ ଅନେକ ଭାଷାରେ ଅନୂଦିତ ହୋଇଛି ଏବଂ ଏହା ଉପରେ ଚଳଚ୍ଚିତ୍ର ମଧ୍ୟ ନିର୍ମିତ ହୋଇଛି । ସେ କବିତା, ଗଳ୍ପ, ଉପନ୍ୟାସ, ନାଟକ ଓ ପ୍ରବନ୍ଧ ସବୁ କ୍ଷେତ୍ରରେ ସମାନ ଦକ୍ଷତା ଦେଖାଇଥିଲେ ।: [5, 1146, 343, 1314]
solution-cell: 3: [1410, 2025, 1430, 2041]
chirantani-poem: [6, 52, 236, 179]
sudoku-cell[interactable]: 9: [1185, 1804, 1217, 1837]
registration-mark: [700, 2316, 714, 2330]
solution-cell: 2: [1311, 2089, 1331, 2105]
solution-cell: 2: [1370, 2121, 1390, 2137]
sudoku-howto-text: ସୁ-ଡୋ-କୁ ଏକ ଅଙ୍କ ଖେଳ । ଏଥିରେ ଥିବା ୯x୯ ବର୍ଗରେ ୧ରୁ ୯ ପର୍ଯ୍ୟନ୍ତ ଅଙ୍କ ଏପରି ରଖିବାକୁ ହେବ ଯେପରି ପ୍ରତ୍ୟେକ ଧାଡ଼ି, ସ୍ତମ୍ଭ ଓ ୩x୩ ବର୍ଗରେ ଗୋଟିଏ ଅଙ୍କ ଥରେ ମାତ୍ର ଆସିବ ।: [1158, 2006, 1283, 2111]
solution-cell: 2: [1390, 2073, 1410, 2089]
sudoku-cell[interactable]: [1374, 1869, 1406, 1902]
sudoku-cell[interactable]: [1406, 1934, 1438, 1967]
registration-bar: [525, 2316, 585, 2330]
bottom-col3-text: ଯେଉଁଥିରେ ଭବିଷ୍ୟତରେ ବିଶ୍ୱ ପରିବେଶ ଉପରେ ଗଭୀର ପ୍ରଭାବ ପଡ଼ିବ । ପରିବେଶବିତ୍ ମାନେ ଚେତାବନୀ ଦେଉଛନ୍ତି ଯେ ଏହି ଧାରା ଜାରି ରହିଲେ ପୃଥିବୀର ଜଳବାୟୁ ଉପରେ ଭୟଙ୍କର ପ୍ରଭାବ ପଡ଼ିବ । କୋଠା ତୋଳିବା ପୂର୍ବରୁ ଆମକୁ ଭାବିବାକୁ ପଡ଼ିବ ଯେ ଏହା ପ୍ରକୃତରେ କାହା ପାଇଁ ଆବଶ୍ୟକ । ସ୍ଥାୟୀ ବିକାଶ ଓ ସମାନ ବଣ୍ଟନ ହିଁ ଏହି ସମସ୍ୟାର ସମାଧାନ । ସରକାର ଓ ସମାଜ ମିଶି ଗରିବଙ୍କ ପାଇଁ ସୁଲଭ ଆବାସ ଯୋଗାଇବା ଦିଗରେ ଧ୍ୟାନ ଦେବା ଉଚିତ ।: [745, 1721, 1145, 1796]
zilla-text: [5, 770, 237, 1090]
solution-cell: 9: [1370, 2089, 1390, 2105]
chirantani-box: [5, 5, 237, 195]
portrait-photo: [670, 1370, 865, 1575]
solution-cell: 9: [1350, 2137, 1370, 2153]
sudoku-cell[interactable]: [1311, 1902, 1343, 1935]
sudoku-cell[interactable]: [1217, 1902, 1249, 1935]
bottom-author-box: [600, 1975, 890, 2070]
sudoku-cell[interactable]: [1311, 1934, 1343, 1967]
solution-cell: 8: [1331, 2057, 1351, 2073]
sudoku-cell[interactable]: 7: [1343, 1934, 1375, 1967]
bottom-col2-text: ପ୍ରାୟ ୮୨୮ ମିଟର ଉଚ୍ଚ ଦୁବାଇର ବୁର୍ଜ ଖଲିଫା ବର୍ତ୍ତମାନ ବିଶ୍ୱର ସର୍ବୋଚ୍ଚ ଅଟ୍ଟାଳିକା । ଏହାକୁ ନିର୍ମାଣ କରିବାରେ କୋଟି କୋଟି ଟଙ୍କା ଖର୍ଚ୍ଚ ହୋଇଛି । ଏହି ପ୍ରକାର ଅଟ୍ଟାଳିକା ନିର୍ମାଣରେ ବ୍ୟବହୃତ ଶକ୍ତି ଓ ସମ୍ବଳ ପରିମାଣ ଅତ୍ୟଧିକ । ସାରା ବିଶ୍ୱରେ ଏବେ ଦଶହଜାରରୁ ଅଧିକ ଉଚ୍ଚ ଅଟ୍ଟାଳିକା ନିର୍ମାଣାଧୀନ ଅଛି । ଭାରତରେ ମଧ୍ୟ ମୁମ୍ବାଇ, ଦିଲ୍ଲୀ ଆଦି ସହରରେ ଗଗନଚୁମ୍ବୀ କୋଠା ତିଆରି ହେଉଛି । କିନ୍ତୁ ଏହି କୋଠାରେ ରହିବା ସାଧାରଣ ଲୋକଙ୍କ ପାଇଁ ସପ୍ନ ମାତ୍ର । ଜମି ଦର ଆକାଶଛୁଆଁ ହୋଇଯାଇଛି ।: [345, 1721, 735, 1812]
registration-mark: [1140, 2316, 1154, 2330]
ei-bharat-header: [5, 205, 237, 255]
anniversary-date: ୨ ଜୁଲାଇ ୧୯୯୦: [1414, 1406, 1494, 1509]
feature-caption: ପଦ୍ମଭୂଷଣ କାଳିନ୍ଦୀ ଚରଣ ପାଣିଗ୍ରାହୀଙ୍କ ଜୟନ୍ତୀ ଉପଲକ୍ଷେ: [520, 1580, 1030, 1608]
registration-bar: [945, 2316, 1005, 2330]
solution-cell: 6: [1449, 2041, 1469, 2057]
solution-cell: 9: [1390, 2025, 1410, 2041]
sudoku-cell[interactable]: [1406, 1902, 1438, 1935]
solution-cell: 5: [1331, 2009, 1351, 2025]
sudoku-cell[interactable]: 6: [1185, 1869, 1217, 1902]
feature-col1: [5, 1145, 343, 1605]
anniversary-t1: ପଚିଶ ବର୍ଷ: [1267, 1434, 1339, 1456]
zilla-body: ଭଦ୍ରକ ମହାବିଦ୍ୟାଳୟ ପ୍ରତିଷ୍ଠା ୭୫ବର୍ଷ ବିତିଯାଇଥିଲେ ମଧ୍ୟ ଏହାକୁ ସ୍ୱୟଂଶାସିତ ମାନ୍ୟତା ଦିଆଯାଇନାହିଁ । ଏହା ବାସ ଉତ୍କଳର ଓ ଶିକ୍ଷା ବିଭାଗ ଦ୍ୱାରା ଅବହେଳିତ ହେଉଛି । ଏହି ମହାବିଦ୍ୟାଳୟକୁ ବିଶ୍ୱବିଦ୍ୟାଳୟ ମାନ୍ୟତା ଦେବାପାଇଁ ଅଞ୍ଚଳବାସୀ ଦାବି କରି ଆସୁଛନ୍ତି । ଏହି ଅଞ୍ଚଳର ଛାତ୍ରଛାତ୍ରୀ ଉଚ୍ଚଶିକ୍ଷା ପାଇଁ ଅନ୍ୟ ଜିଲାକୁ ଯିବାକୁ ବାଧ୍ୟ ହେଉଛନ୍ତି । ସରକାର ଏହାକୁ ଗୁରୁତ୍ୱ ଦେଇ ଶୀଘ୍ର ପଦକ୍ଷେପ ନେବା ଆବଶ୍ୟକ । ଏଥିପାଇଁ ଭଦ୍ରକବାସୀ ଏକତ୍ରିତ ହୋଇ ଆନ୍ଦୋଳନ କରିବାକୁ ପ୍ରସ୍ତୁତ ହେଉଛନ୍ତି ।: [5, 771, 237, 923]
bottom-author-photo: [603, 1978, 693, 2068]
sudoku-cell[interactable]: 5: [1374, 1934, 1406, 1967]
letter3-head: ଅନ୍ଧବିଶ୍ୱାସ: [1269, 560, 1384, 585]
feature-col3-text: କୃତି । ୧୯୭୧ ମସିହାରେ ଅମରକୃତ ଉପନ୍ୟାସ ପାଇଁ ତାଙ୍କୁ ଉତ୍କଳ ସାହିତ୍ୟ ଏକାଡେମୀ ପୁରସ୍କାର ମିଳିଥିଲା । ତାଙ୍କ ରଚନାର ପ୍ରଧାନ ଭାବ ହେଉଛି ମାନବ ପ୍ରେମ ଓ ସାମାଜିକ ନ୍ୟାୟ । 'ପ୍ରତିମା', 'ପଦ୍ମା', 'ମୁକ୍ତିପଥେ' ଆଦି ତାଙ୍କର ଉଲ୍ଲେଖଯୋଗ୍ୟ ରଚନା । ଓଡ଼ିଶାର ଗ୍ରାମୀଣ ଜୀବନର ଚିତ୍ର ତାଙ୍କ ଲେଖାରେ ଅତି ନିଖୁଣ ଭାବରେ ଫୁଟି ଉଠିଛି । ଜୀବନର ଶେଷ ପର୍ଯ୍ୟନ୍ତ ସେ ସାହିତ୍ୟ ସାଧନାରେ ନିମଗ୍ନ ରହିଥିଲେ । ଓଡ଼ିଆ ସାହିତ୍ୟ ଜଗତ ତାଙ୍କ ଅବଦାନକୁ ସର୍ବଦା ସ୍ମରଣ କରିବ । ତାଙ୍କ ଜୟନ୍ତୀ ଅବସରରେ ଆମେ ତାଙ୍କୁ ଶ୍ରଦ୍ଧାଞ୍ଜଳି ଅର୍ପଣ କରୁଛୁ ।: [757, 1226, 1147, 1332]
column-name: ପରିବେଶ ପରିଚିନ୍ତା: [691, 481, 894, 519]
sudoku-cell[interactable]: [1343, 1738, 1375, 1771]
sudoku-cell[interactable]: [1248, 1738, 1280, 1771]
sudoku-cell[interactable]: [1248, 1869, 1280, 1902]
anniversary-item-text: ପୂର୍ବ ଓ ପଶ୍ଚିମ ଜର୍ମାନୀର ଅର୍ଥନୈତିକ ମିଶ୍ରଣ ।: [1172, 1516, 1366, 1529]
ei-bharat-body: ଦୁଷିଣ୍ଡ ଓ ପ୍ରକାଶ୍ଚ ସମାନ ଦୃଷ୍ଟିରେ ଏବେଶିକ ସୁଖାପଥାହିଥିଲେ ମଧ୍ୟ ସମାଜରେ ଜିଛି ଲୋକ ଏମାନ ଦୁଇକ ବଜିରିଛୁ ନାହିଁ । ଏହି ଜାଗରେ ଦୁଷ୍ଟାଙ୍ଗ କାପ୍ ଜିବେଦ, ତେବୋ ଦେବ ସୋଧିକାଙ୍କ ଶିକ୍ଷା ଆନ ବେଜିଓଙ୍କ ହୋଇଛିବ । ଏଠିକୁ ବେଜି ଏବଂ ଜଳ୍ଲାଙ୍କ ଦୃଷ୍ଟିରେ ସମ୍ପର୍ଣ ଶିକ୍ଷାଦାନ ପାଇଁ ଏମାନଙ୍କ ଗୌଖାଧିଖି ଲୋଖିକରେ ଅଭିଯୁକ୍ତ ପେଶିଥିଲେ । କିଛି ଦୁର୍ବିଦ୍ୟ ହାରାଜ ମୋର୍ଟିନାରିଙ୍କ ସୁଧିର ଗୋଭରି ଏକାକିରେ ବୃତି ଦେଇନେଠିତିଆ ଉପରେ ଲୁଭି ମିଶେଷ କରିବା ଭଗବାନ ଜୋତ ଜୀବନଦାନ କରିଥିଲେ । ଓ ପରମକୁମାର ଯତ୍ନ ସିପରିଛ, ସେବାଶି ଓ ମହାଜିବ୍ଦା ଶିଖିବା ଆରମ୍ଭ କରିଥିଲେ । ଲେଖାବାସୀଙ୍କ ଉଜ୍ଜରେ ମାଗଦ୍ୱାରା ଭୀମ ବୀରଦେ ଏତେଶା ଏହାକୁ ମିଷ୍ଟାଇ ଲୋକଙ୍କ ଜାତ କେଏବ । ଏଠିକୁ ପ୍ରକ୍ଷାଙ୍କ ମଳନଙ୍କ ଯେଉଁ ପିନ୍ସର ସାଙ୍ଗଠାରେ ଏହା ସାମୁହିକ ସରସ ଦେଉଛିଲେ ଏବଂ ଶିକ୍ଷଣ କିଶେଷଣିତ ପଢା ଲୋକ ଏହାଙ୍କ ଅନୁପ୍ରତିଟା । ଲୋଭିତ ପ୍ରେସଟ୍ଟାଙ୍କ ସୁଦ୍ଧି ଗାଲ ଗଲୁଛ ମୋଣ୍ଡାଇ ହୋଇଯାଇ ଲେଠିଗୋଣେ ଗାଇ ନିରିଥିବା ଲୋଗୁଲ ଭାଗରେ ଆଜିବାର ରାଜ୍ୟକୁ ଗୁଣ ଲାଗିଲ । ସ୍କାଫକିୟର ଜୀବନର ଏହି ମାଗାଟିପରେ କାର୍ଯ୍ୟ ଜଣାଇଥିବା ପରେ ସେମିକାନଙ୍କ ଡାକଣ ବେସଉପ ମେଟେ ସୁଉଯ ଫଳାଇବା ହାର ନେଇ କଲେ ।: [5, 263, 237, 600]
solution-cell: 8: [1429, 2073, 1449, 2089]
zilla-diary-label: ଜିଲା ଡାଏରୀ: [10, 625, 154, 649]
ei-bharat-title: ଏଇ ଭାରତରେ: [14, 216, 150, 244]
sudoku-cell[interactable]: 1: [1374, 1804, 1406, 1837]
letter1-body: ମହାଶୟ, ୨୯(୨୭) ରେ ପ୍ରକାଶିତ ସଂପାଦକୀୟ 'ରାଜ୍ୟ ବ୍ୟୁରୋ' ପଢ଼ି ଦେଶ ପ୍ରେମ ବିଷୟରେ କିଛି କହିବାକୁ ଇଚ୍ଛା ହେଲା । ଆଜିର ଯୁବପିଢ଼ି ମଧ୍ୟରେ ଦେଶପ୍ରେମର ଅଭାବ ସ୍ପଷ୍ଟ ଦେଖାଯାଉଛି । ସେମାନେ ବିଦେଶ ଯାଇ ଚାକିରି କରିବାକୁ ପସନ୍ଦ କରୁଛନ୍ତି । ସ୍କୁଲ ପାଠ୍ୟକ୍ରମରେ ଦେଶପ୍ରେମ ଓ ନୈତିକ ଶିକ୍ଷା ଅନ୍ତର୍ଭୁକ୍ତ କରିବା ଆବଶ୍ୟକ । ପିତାମାତା ମଧ୍ୟ ପିଲାଙ୍କୁ ଦେଶ ପ୍ରତି ଦାୟିତ୍ୱ ସମ୍ପର୍କରେ ସଚେତନ କରାଇବା ଉଚିତ ।: [1158, 101, 1495, 192]
